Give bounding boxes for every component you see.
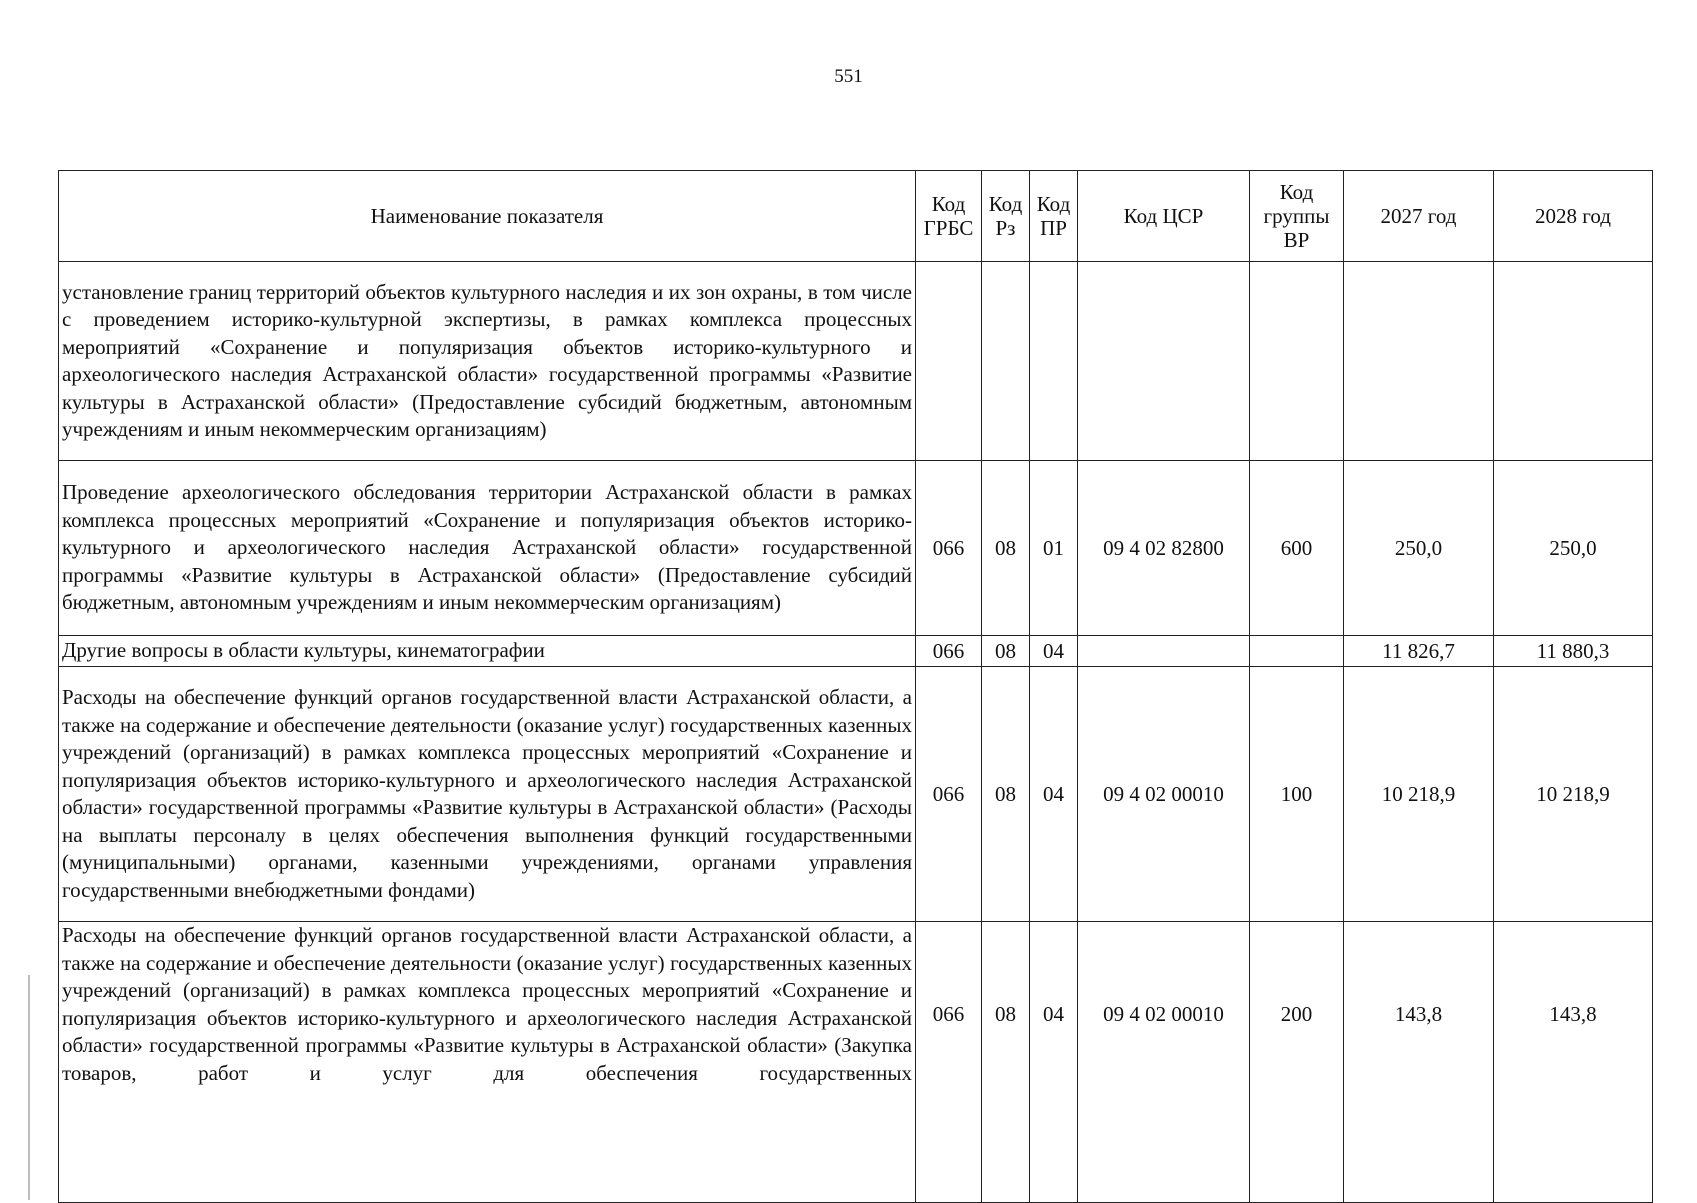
- row-csr: 09 4 02 82800: [1078, 461, 1250, 636]
- row-rz: [982, 262, 1030, 461]
- row-2027: 11 826,7: [1344, 636, 1494, 667]
- row-2027: 143,8: [1344, 922, 1494, 1203]
- row-pr: 04: [1030, 922, 1078, 1203]
- header-2028: 2028 год: [1494, 171, 1653, 262]
- table-row: [59, 667, 1653, 922]
- row-csr: 09 4 02 00010: [1078, 922, 1250, 1203]
- row-csr: [1078, 262, 1250, 461]
- row-name: Расходы на обеспечение функций органов государственной власти Астраханской области, а также на содержание и обеспечение деятельности (оказание услуг) государственных казенных учреждений (организаций) в рамках комплекса процессных мероприятий «Сохранение и популяризация объектов историко-культурного и археологического наследия Астраханской области» государственной программы «Развитие культуры в Астраханской области» (Закупка товаров, работ и услуг для обеспечения государственных: [59, 922, 916, 1203]
- row-pr: [1030, 262, 1078, 461]
- row-grbs: [916, 262, 982, 461]
- header-grbs: Код ГРБС: [916, 171, 982, 262]
- row-rz: 08: [982, 922, 1030, 1203]
- table-row: [59, 636, 1653, 667]
- table-row: [59, 262, 1653, 461]
- row-vr: 200: [1250, 922, 1344, 1203]
- row-2027: 10 218,9: [1344, 667, 1494, 922]
- row-pr: 04: [1030, 667, 1078, 922]
- row-vr: [1250, 262, 1344, 461]
- row-vr: 600: [1250, 461, 1344, 636]
- header-vr: Код группы ВР: [1250, 171, 1344, 262]
- row-grbs: 066: [916, 667, 982, 922]
- header-rz: Код Рз: [982, 171, 1030, 262]
- row-vr: [1250, 636, 1344, 667]
- row-2028: 10 218,9: [1494, 667, 1653, 922]
- table-row: [59, 922, 1653, 1203]
- row-2028: 143,8: [1494, 922, 1653, 1203]
- page-number: 551: [834, 66, 863, 87]
- row-grbs: 066: [916, 636, 982, 667]
- row-name: Расходы на обеспечение функций органов государственной власти Астраханской области, а также на содержание и обеспечение деятельности (оказание услуг) государственных казенных учреждений (организаций) в рамках комплекса процессных мероприятий «Сохранение и популяризация объектов историко-культурного и археологического наследия Астраханской области» государственной программы «Развитие культуры в Астраханской области» (Расходы на выплаты персоналу в целях обеспечения выполнения функций государственными (муниципальными) органами, казенными учреждениями, органами управления государственными внебюджетными фондами): [59, 667, 916, 922]
- row-csr: [1078, 636, 1250, 667]
- row-2028: [1494, 262, 1653, 461]
- header-2027: 2027 год: [1344, 171, 1494, 262]
- row-rz: 08: [982, 461, 1030, 636]
- row-csr: 09 4 02 00010: [1078, 667, 1250, 922]
- row-grbs: 066: [916, 461, 982, 636]
- row-name: Другие вопросы в области культуры, кинематографии: [59, 636, 916, 667]
- row-grbs: 066: [916, 922, 982, 1203]
- row-name: установление границ территорий объектов культурного наследия и их зон охраны, в том числе с проведением историко-культурной экспертизы, в рамках комплекса процессных мероприятий «Сохранение и популяризация объектов историко-культурного и археологического наследия Астраханской области» государственной программы «Развитие культуры в Астраханской области» (Предоставление субсидий бюджетным, автономным учреждениям и иным некоммерческим организациям): [59, 262, 916, 461]
- table-row: [59, 461, 1653, 636]
- row-pr: 01: [1030, 461, 1078, 636]
- row-2028: 250,0: [1494, 461, 1653, 636]
- row-name: Проведение археологического обследования территории Астраханской области в рамках комплекса процессных мероприятий «Сохранение и популяризация объектов историко-культурного и археологического наследия Астраханской области» государственной программы «Развитие культуры в Астраханской области» (Предоставление субсидий бюджетным, автономным учреждениям и иным некоммерческим организациям): [59, 461, 916, 636]
- row-2027: 250,0: [1344, 461, 1494, 636]
- row-2028: 11 880,3: [1494, 636, 1653, 667]
- header-name: Наименование показателя: [59, 171, 916, 262]
- row-rz: 08: [982, 636, 1030, 667]
- row-2027: [1344, 262, 1494, 461]
- header-csr: Код ЦСР: [1078, 171, 1250, 262]
- table-header-row: [59, 171, 1653, 262]
- row-pr: 04: [1030, 636, 1078, 667]
- scan-edge-line: [28, 975, 30, 1200]
- row-rz: 08: [982, 667, 1030, 922]
- header-pr: Код ПР: [1030, 171, 1078, 262]
- budget-table: [58, 170, 1653, 1203]
- row-vr: 100: [1250, 667, 1344, 922]
